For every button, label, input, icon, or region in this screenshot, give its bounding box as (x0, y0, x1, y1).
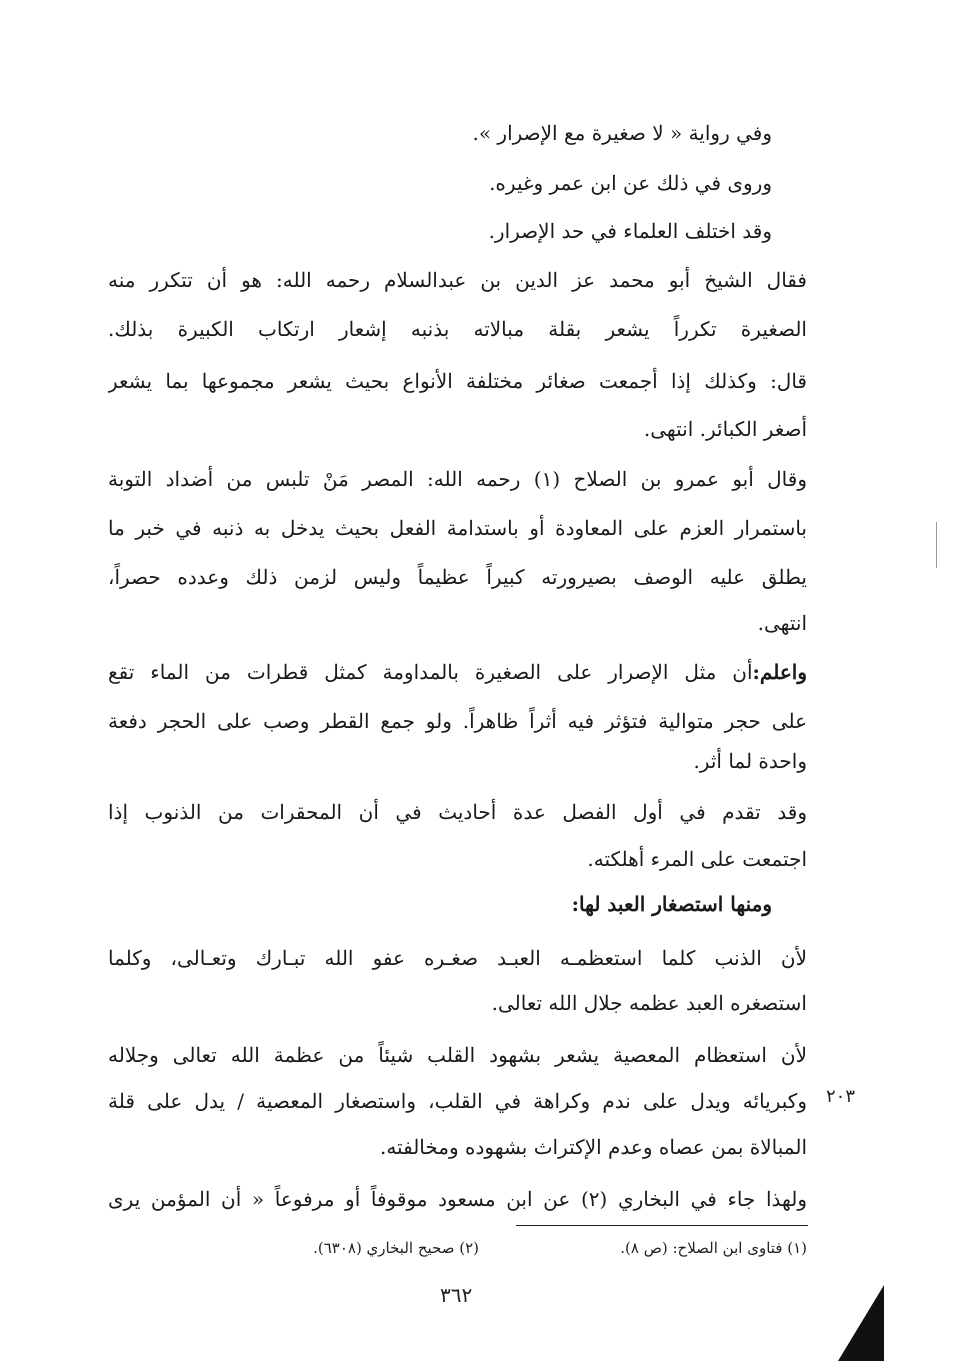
text-line-23: ولهذا جاء في البخاري (٢) عن ابن مسعود موقوفاً أو مرفوعاً « أن المؤمن يرى (108, 1187, 807, 1211)
text-line-10: يطلق عليه الوصف بصيرورته كبيراً عظيماً وليس لزمن ذلك وعدده حصراً، (108, 565, 807, 589)
text-line-2: وروى في ذلك عن ابن عمر وغيره. (489, 171, 772, 195)
text-line-8: وقال أبو عمرو بن الصلاح (١) رحمه الله: المصر مَنْ تلبس من أضداد التوبة (108, 467, 807, 491)
footnote-separator (516, 1225, 808, 1226)
text-line-9: باستمرار العزم على المعاودة أو باستدامة الفعل بحيث يدخل به ذنبه في خبر ما (108, 516, 807, 540)
section-heading: ومنها استصغار العبد لها: (571, 892, 772, 916)
text-line-14: واحدة لما أثر. (693, 749, 807, 773)
text-line-7: أصغر الكبائر. انتهى. (643, 417, 807, 441)
text-line-15: وقد تقدم في أول الفصل عدة أحاديث في أن المحقرات من الذنوب إذا (108, 800, 807, 824)
text-line-5: الصغيرة تكرراً يشعر بقلة مبالاته بذنبه إشعار ارتكاب الكبيرة بذلك. (108, 317, 807, 341)
text-line-19: استصغره العبد عظمه جلال الله تعالى. (491, 991, 807, 1015)
text-line-12 (108, 657, 807, 687)
scan-artifact-line (936, 522, 937, 568)
margin-page-reference: ٢٠٣ (826, 1086, 856, 1107)
text-line-22: المبالاة بمن عصاه وعدم الإكتراث بشهوده ومخالفته. (379, 1135, 807, 1159)
text-line-4: فقال الشيخ أبو محمد عز الدين بن عبدالسلام رحمه الله: هو أن تتكرر منه (108, 268, 807, 292)
text-line-1: وفي رواية « لا صغيرة مع الإصرار ». (472, 121, 772, 145)
bold-lead: واعلم: (752, 660, 807, 684)
text-line-6: قال: وكذلك إذا أجمعت صغائر مختلفة الأنواع بحيث يشعر مجموعها بما يشعر (108, 369, 807, 393)
footnote-1: (١) فتاوى ابن الصلاح: (ص ٨). (620, 1239, 807, 1257)
footnote-2: (٢) صحيح البخاري (٦٣٠٨). (313, 1239, 479, 1257)
text-line-21: وكبريائه ويدل على ندم وكراهة في القلب، واستصغار المعصية / يدل على قلة (108, 1089, 807, 1113)
text-line-3: وقد اختلف العلماء في حد الإصرار. (488, 219, 772, 243)
text-line-18: لأن الذنب كلما استعظمـه العبـد صغـره عفو الله تبـارك وتعـالى، وكلما (108, 946, 807, 970)
page-number: ٣٦٢ (440, 1283, 473, 1307)
text-line-13: على حجر متوالية فتؤثر فيه أثراً ظاهراً. ولو جمع القطر وصب على الحجر دفعة (108, 709, 807, 733)
text-line-11: انتهى. (757, 611, 807, 635)
text-line-12-body: أن مثل الإصرار على الصغيرة بالمداومة كمثل قطرات من الماء تقع (108, 660, 753, 684)
text-line-20: لأن استعظام المعصية يشعر بشهود القلب شيئاً من عظمة الله تعالى وجلاله (108, 1043, 807, 1067)
text-line-16: اجتمعت على المرء أهلكته. (587, 847, 807, 871)
corner-shadow (838, 1285, 884, 1361)
